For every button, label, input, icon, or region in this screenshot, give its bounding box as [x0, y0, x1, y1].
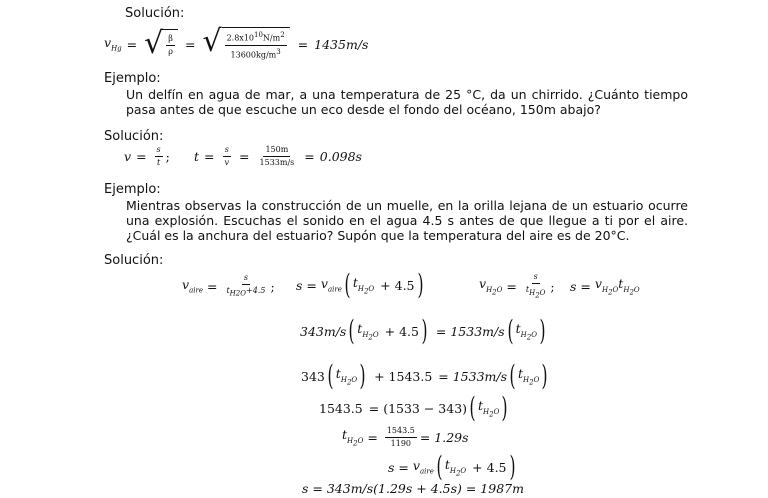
ejemplo-heading-1: Ejemplo:: [104, 71, 161, 86]
ejemplo-text-1: Un delfín en agua de mar, a una temperatura de 25 °C, da un chirrido. ¿Cuánto tiempo pasa antes de que escuche un eco desde el fondo del océano, 150m abajo?: [126, 87, 688, 117]
equation-s-aire: s = $v_{aire}$ ( $t_{H_2O}$ + 4.5 ): [296, 268, 423, 301]
sqrt-numeric: √ $\frac{2.8x10^{10}N/m^2}{13600kg/m^3}$: [202, 27, 289, 60]
equation-final: s = 343m/s(1.29s + 4.5s) = 1987m: [302, 480, 524, 496]
equation-v-h2o: $v_{H_2O}$ = $\frac{s}{t_{H_2O}}$ ;: [479, 272, 555, 299]
result-1435: 1435m/s: [314, 36, 369, 52]
equation-line-3: 1543.5 = (1533 − 343) ( $t_{H_2O}$ ): [319, 391, 508, 424]
equation-v-aire: $v_{aire}$ = $\frac{s}{t_{H2O}+4.5}$ ;: [182, 273, 275, 298]
equation-line-4: $t_{H_2O}$ = $\frac{1543.5}{1190}$ = 1.29s: [342, 425, 469, 448]
equation-t: t = $\frac{s}{v}$ = $\frac{150m}{1533m/s}$ = 0.098s: [194, 144, 362, 167]
v-symbol: $v_{Hg}$: [104, 35, 122, 53]
solucion-heading-2: Solución:: [104, 129, 164, 144]
ejemplo-heading-2: Ejemplo:: [104, 182, 161, 197]
solucion-heading-3: Solución:: [104, 253, 164, 268]
sqrt-beta-rho: √ $\frac{\beta}{\rho}$: [144, 29, 178, 59]
result-0098: 0.098s: [319, 148, 362, 164]
ejemplo-text-2: Mientras observas la construcción de un muelle, en la orilla lejana de un estuario ocurre una explosión. Escuchas el sonido en el agua 4.5 s antes de que llegue a ti por el aire. ¿Cuál es la anchura del estuario? Supón que la temperatura del aire es de 20°C.: [126, 198, 688, 243]
equation-line-5: s = $v_{aire}$ ( $t_{H_2O}$ + 4.5 ): [388, 450, 515, 483]
equation-s-h2o: s = $v_{H_2O}t_{H_2O}$: [570, 276, 640, 296]
equation-v-st: v = $\frac{s}{t}$ ;: [124, 144, 170, 167]
equation-v-hg: $v_{Hg}$ = √ $\frac{\beta}{\rho}$ = √ $\frac{2.8x10^{10}N/m^2}{13600kg/m^3}$ = 1435m/s: [104, 24, 369, 61]
solucion-heading-1: Solución:: [125, 6, 185, 21]
equation-line-2: 343 ( $t_{H_2O}$ ) + 1543.5 = 1533m/s ( $t_{H_2O}$ ): [301, 359, 548, 392]
equation-line-1: 343m/s ( $t_{H_2O}$ + 4.5 ) = 1533m/s ( $t_{H_2O}$ ): [300, 314, 546, 347]
